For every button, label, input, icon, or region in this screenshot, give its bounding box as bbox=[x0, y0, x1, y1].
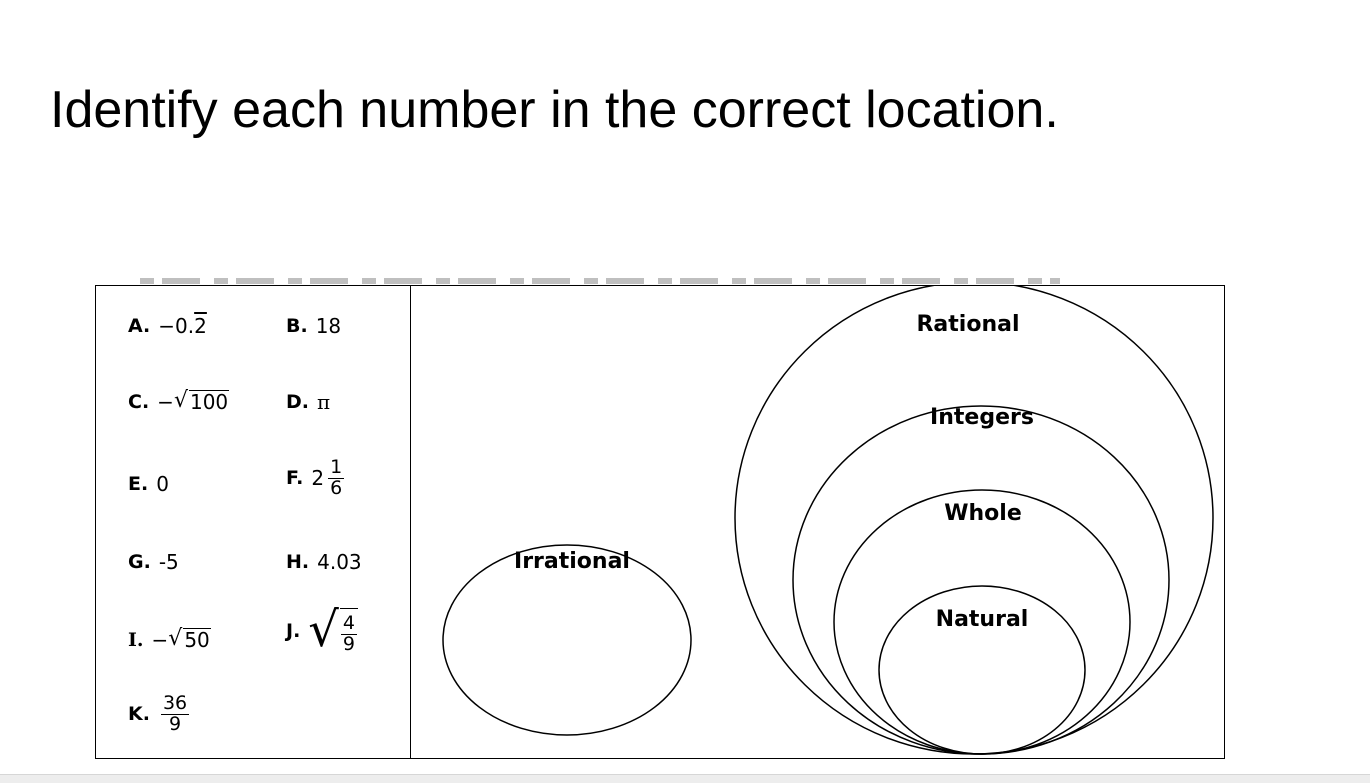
denominator: 6 bbox=[330, 476, 343, 499]
item-value: 4.03 bbox=[317, 550, 362, 574]
item-letter: E. bbox=[128, 473, 149, 495]
item-value: π bbox=[317, 390, 331, 414]
minus-sign: − bbox=[151, 628, 169, 652]
item-letter: G. bbox=[128, 551, 151, 573]
irrational-label: Irrational bbox=[514, 549, 630, 574]
denominator: 9 bbox=[342, 632, 355, 655]
item-value: 18 bbox=[315, 314, 342, 338]
cropped-text-strip bbox=[140, 278, 1060, 284]
decimal-part: 0. bbox=[175, 314, 195, 338]
radical-icon: √ bbox=[168, 626, 183, 651]
item-letter: A. bbox=[128, 315, 151, 337]
numerator: 36 bbox=[162, 692, 188, 714]
repeating-digit: 2 bbox=[194, 314, 207, 338]
integers-label: Integers bbox=[930, 405, 1034, 430]
natural-label: Natural bbox=[935, 607, 1029, 632]
numerator: 4 bbox=[342, 612, 355, 634]
whole-part: 2 bbox=[311, 466, 325, 491]
number-sets-venn bbox=[96, 286, 1226, 760]
numerator: 1 bbox=[330, 456, 343, 478]
item-letter: J. bbox=[286, 620, 301, 643]
integers-set-circle bbox=[793, 406, 1169, 754]
item-letter: C. bbox=[128, 391, 150, 413]
item-letter: D. bbox=[286, 391, 309, 413]
radicand: 50 bbox=[184, 628, 210, 652]
rational-label: Rational bbox=[916, 312, 1020, 337]
radical-icon: √ bbox=[308, 602, 339, 658]
radicand: 100 bbox=[189, 390, 229, 414]
item-value: -5 bbox=[158, 550, 179, 574]
whole-label: Whole bbox=[944, 501, 1022, 526]
item-letter: I. bbox=[128, 629, 144, 651]
item-letter: F. bbox=[286, 467, 304, 490]
item-value: 0 bbox=[156, 472, 169, 496]
minus-sign: − bbox=[157, 390, 174, 414]
radical-icon: √ bbox=[173, 388, 188, 413]
item-letter: K. bbox=[128, 703, 150, 726]
denominator: 9 bbox=[169, 712, 182, 735]
number-sets-figure bbox=[95, 285, 1225, 759]
question-title: Identify each number in the correct location. bbox=[50, 81, 1059, 139]
minus-sign: − bbox=[158, 314, 176, 338]
item-letter: H. bbox=[286, 551, 310, 573]
item-letter: B. bbox=[286, 315, 308, 337]
